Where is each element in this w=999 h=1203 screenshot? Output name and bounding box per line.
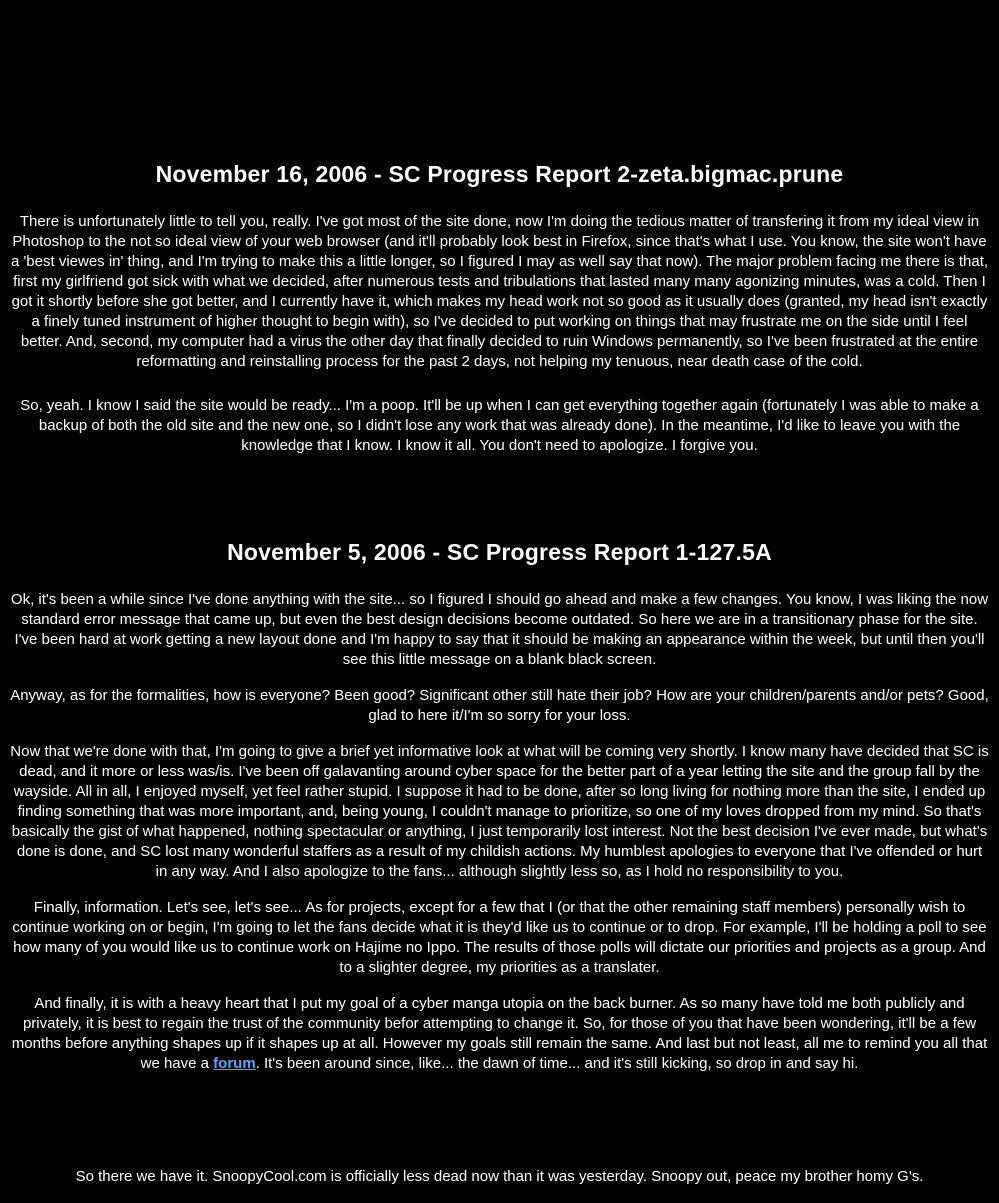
post-title: November 16, 2006 - SC Progress Report 2-zeta.bigmac.prune: [155, 161, 844, 187]
post-paragraph-with-link: [10, 994, 989, 1074]
post-paragraph: There is unfortunately little to tell you, really. I've got most of the site done, now I'm doing the tedious matter of transfering it from my ideal view in Photoshop to the not so ideal view of your web browser (and it'll probably look best in Firefox, since that's what I use. You know, the site won't have a 'best viewes in' thing, and I'm trying to make this a little longer, so I figured I may as well say that now). The major problem facing me there is that, first my girlfriend got sick with what we decided, after numerous tests and tribulations that lasted many many agonizing minutes, was a cold. Then I got it shortly before she got better, and I currently have it, which makes my head work not so good as it usually does (granted, my head isn't exactly a finely tuned instrument of higher thought to begin with), so I've decided to put working on things that may frustrate me on the side until I feel better. And, second, my computer had a virus the other day that finally decided to ruin Windows permanently, so I've been frustrated at the entire reformatting and reinstalling process for the past 2 days, not helping my tenuous, near death case of the cold.: [10, 213, 989, 370]
news-post-nov-5: [0, 538, 999, 1074]
news-post-nov-16: [0, 160, 999, 456]
post-paragraph: Now that we're done with that, I'm going to give a brief yet informative look at what will be coming very shortly. I know many have decided that SC is dead, and it more or less was/is. I've been off galavanting around cyber space for the better part of a year letting the site and the group fall by the wayside. All in all, I enjoyed myself, yet feel rather stupid. I suppose it had to be done, after so long living for nothing more than the site, I ended up finding something that was more important, and, being young, I couldn't manage to prioritize, so one of my loves dropped from my mind. So that's basically the gist of what happened, nothing spectacular or anything, I just temporarily lost interest. Not the best decision I've ever made, but what's done is done, and SC lost many wonderful staffers as a result of my childish actions. My humblest apologies to everyone that I've offended or hurt in any way. And I also apologize to the fans... although slightly less so, as I hold no responsibility to you.: [10, 743, 989, 880]
post-paragraph: So, yeah. I know I said the site would be ready... I'm a poop. It'll be up when I can get everything together again (fortunately I was able to make a backup of both the old site and the new one, so I didn't lose any work that was already done). In the meantime, I'd like to leave you with the knowledge that I know. I know it all. You don't need to apologize. I forgive you.: [20, 397, 979, 454]
paragraph-text-after-link: . It's been around since, like... the dawn of time... and it's still kicking, so drop in and say hi.: [255, 1055, 859, 1072]
paragraph-text-before-link: And finally, it is with a heavy heart that I put my goal of a cyber manga utopia on the back burner. As so many have told me both publicly and privately, it is best to regain the trust of the community befor attempting to change it. So, for those of you that have been wondering, it'll be a few months before anything shapes up if it shapes up at all. However my goals still remain the same. And last but not least, all me to remind you all that we have a: [11, 995, 988, 1072]
post-paragraph: Anyway, as for the formalities, how is everyone? Been good? Significant other still hate their job? How are your children/parents and/or pets? Good, glad to here it/I'm so sorry for your loss.: [10, 687, 989, 724]
forum-link[interactable]: forum: [213, 1055, 256, 1072]
post-paragraph: Finally, information. Let's see, let's see... As for projects, except for a few that I (or that the other remaining staff members) personally wish to continue working on or begin, I'm going to let the fans decide what it is they'd like us to continue or to drop. For example, I'll be holding a poll to see how many of you would like us to continue work on Hajime no Ippo. The results of those polls will dictate our priorities and projects as a group. And to a slighter degree, my priorities as a translater.: [12, 899, 987, 976]
post-title: November 5, 2006 - SC Progress Report 1-127.5A: [227, 539, 772, 565]
signoff-text: So there we have it. SnoopyCool.com is officially less dead now than it was yesterday. Snoopy out, peace my brother homy G's.: [75, 1168, 924, 1185]
post-paragraph: Ok, it's been a while since I've done anything with the site... so I figured I should go ahead and make a few changes. You know, I was liking the now standard error message that came up, but even the best design decisions become outdated. So here we are in a transitionary phase for the site. I've been hard at work getting a new layout done and I'm happy to say that it should be making an appearance within the week, but until then you'll see this little message on a blank black screen.: [10, 591, 989, 668]
